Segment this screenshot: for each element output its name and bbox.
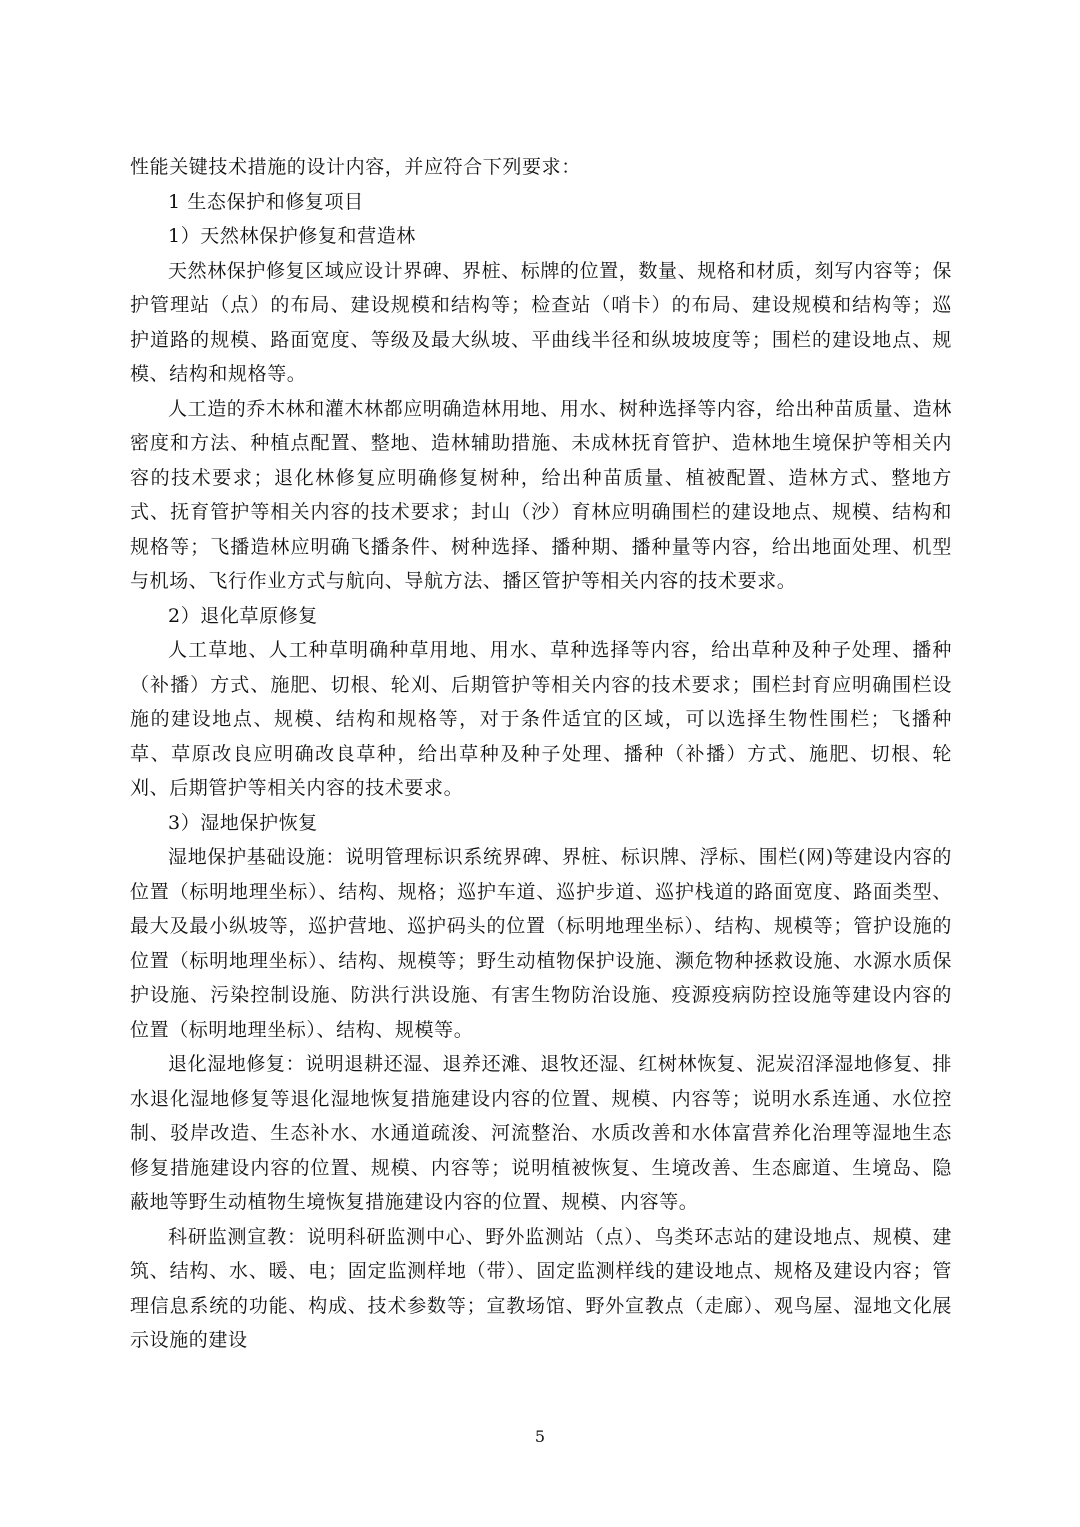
subheading-wetland: 3）湿地保护恢复 (168, 811, 318, 834)
paragraph-wetland-restoration: 退化湿地修复：说明退耕还湿、退养还滩、退牧还湿、红树林恢复、泥炭沼泽湿地修复、排水退化湿地修复等退化湿地恢复措施建设内容的位置、规模、内容等；说明水系连通、水位控制、驳岸改造、生态补水、水通道疏浚、河流整治、水质改善和水体富营养化治理等湿地生态修复措施建设内容的位置、规模、内容等；说明植被恢复、生境改善、生态廊道、生境岛、隐蔽地等野生动植物生境恢复措施建设内容的位置、规模、内容等。 (130, 1053, 953, 1213)
paragraph-grassland: 人工草地、人工种草明确种草用地、用水、草种选择等内容，给出草种及种子处理、播种（补播）方式、施肥、切根、轮刈、后期管护等相关内容的技术要求；围栏封育应明确围栏设施的建设地点、规模、结构和规格等，对于条件适宜的区域，可以选择生物性围栏；飞播种草、草原改良应明确改良草种，给出草种及种子处理、播种（补播）方式、施肥、切根、轮刈、后期管护等相关内容的技术要求。 (130, 639, 952, 799)
paragraph-afforestation: 人工造的乔木林和灌木林都应明确造林用地、用水、树种选择等内容，给出种苗质量、造林密度和方法、种植点配置、整地、造林辅助措施、未成林抚育管护、造林地生境保护等相关内容的技术要求；退化林修复应明确修复树种，给出种苗质量、植被配置、造林方式、整地方式、抚育管护等相关内容的技术要求；封山（沙）育林应明确围栏的建设地点、规模、结构和规格等；飞播造林应明确飞播条件、树种选择、播种期、播种量等内容，给出地面处理、机型与机场、飞行作业方式与航向、导航方法、播区管护等相关内容的技术要求。 (130, 397, 953, 592)
paragraph-wetland-infrastructure: 湿地保护基础设施：说明管理标识系统界碑、界桩、标识牌、浮标、围栏(网)等建设内容的位置（标明地理坐标）、结构、规格；巡护车道、巡护步道、巡护栈道的路面宽度、路面类型、最大及最小纵坡等，巡护营地、巡护码头的位置（标明地理坐标）、结构、规模等；管护设施的位置（标明地理坐标）、结构、规模等；野生动植物保护设施、濒危物种拯救设施、水源水质保护设施、污染控制设施、防洪行洪设施、有害生物防治设施、疫源疫病防控设施等建设内容的位置（标明地理坐标）、结构、规模等。 (130, 846, 952, 1041)
paragraph-research-monitoring: 科研监测宣教：说明科研监测中心、野外监测站（点）、鸟类环志站的建设地点、规模、建筑、结构、水、暖、电；固定监测样地（带）、固定监测样线的建设地点、规格及建设内容；管理信息系统的功能、构成、技术参数等；宣教场馆、野外宣教点（走廊）、观鸟屋、湿地文化展示设施的建设 (130, 1225, 952, 1351)
subheading-natural-forest: 1）天然林保护修复和营造林 (168, 225, 416, 247)
section-heading-ecological-restoration: 1 生态保护和修复项目 (168, 190, 364, 213)
paragraph-natural-forest: 天然林保护修复区域应设计界碑、界桩、标牌的位置，数量、规格和材质，刻写内容等；保护管理站（点）的布局、建设规模和结构等；检查站（哨卡）的布局、建设规模和结构等；巡护道路的规模、路面宽度、等级及最大纵坡、平曲线半径和纵坡坡度等；围栏的建设地点、规模、结构和规格等。 (130, 259, 953, 385)
page-number: 5 (534, 1427, 546, 1446)
subheading-grassland: 2）退化草原修复 (168, 604, 318, 627)
document-body (130, 150, 952, 1358)
paragraph-continuation: 性能关键技术措施的设计内容，并应符合下列要求： (130, 156, 581, 178)
